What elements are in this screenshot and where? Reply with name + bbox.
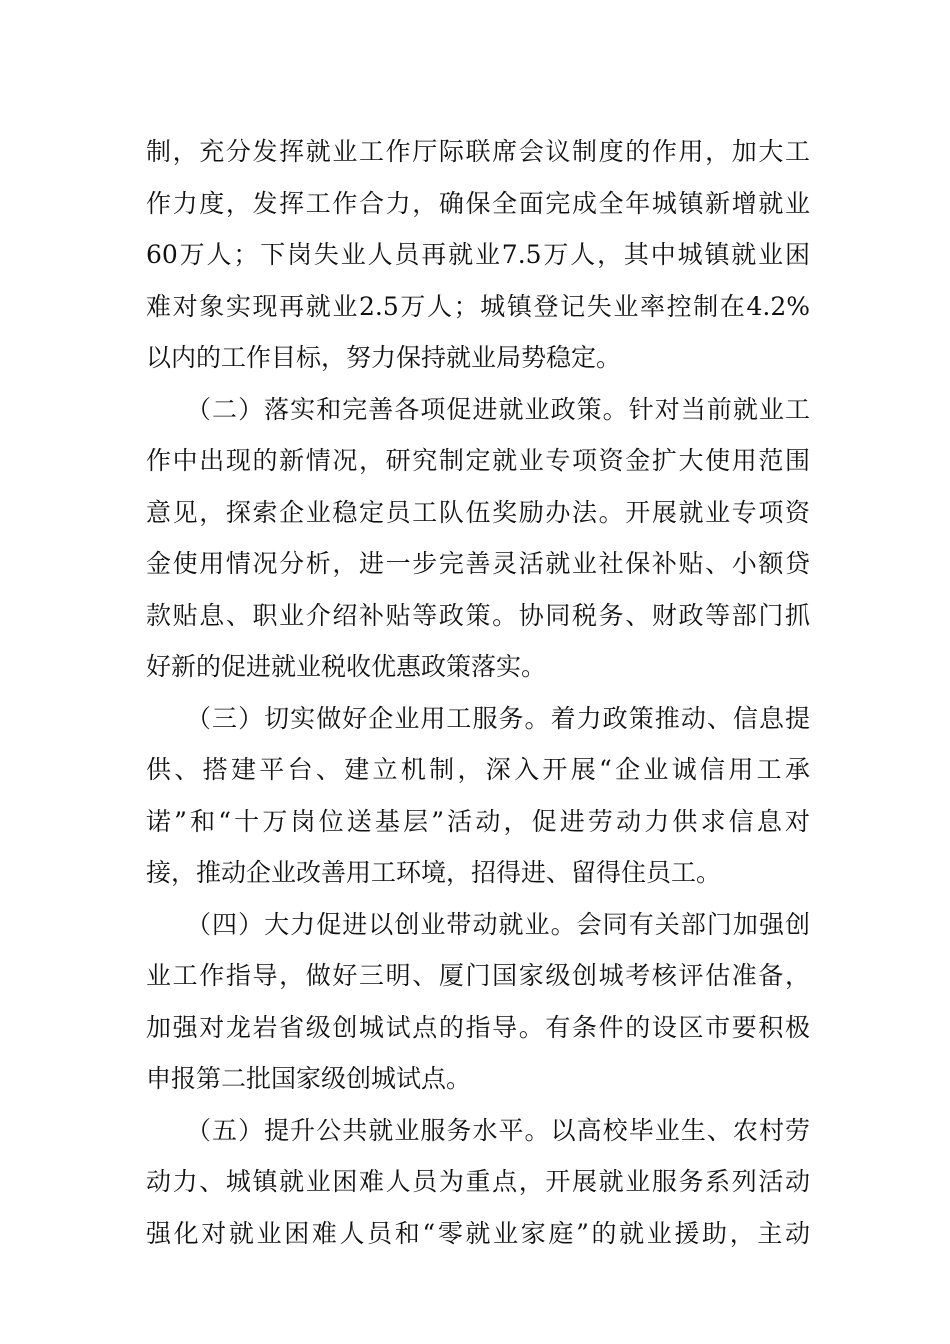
text-line: 款贴息、职业介绍补贴等政策。协同税务、财政等部门抓	[146, 600, 810, 630]
text-line: （三）切实做好企业用工服务。着力政策推动、信息提	[186, 703, 810, 733]
text-line: 业工作指导，做好三明、厦门国家级创城考核评估准备，	[146, 961, 810, 990]
text-line: 动力、城镇就业困难人员为重点，开展就业服务系列活动	[146, 1167, 810, 1196]
text-line: 作中出现的新情况，研究制定就业专项资金扩大使用范围	[146, 446, 810, 475]
text-line: 加强对龙岩省级创城试点的指导。有条件的设区市要积极	[146, 1012, 810, 1042]
text-line: 制，充分发挥就业工作厅际联席会议制度的作用，加大工	[146, 137, 810, 166]
text-line: 供、搭建平台、建立机制，深入开展“企业诚信用工承	[146, 755, 810, 784]
text-line: 作力度，发挥工作合力，确保全面完成全年城镇新增就业	[146, 188, 810, 218]
text-line: 难对象实现再就业2.5万人；城镇登记失业率控制在4.2%	[146, 291, 810, 321]
text-line: （二）落实和完善各项促进就业政策。针对当前就业工	[186, 394, 810, 424]
text-line: 强化对就业困难人员和“零就业家庭”的就业援助，主动	[146, 1218, 810, 1248]
text-line: 60万人；下岗失业人员再就业7.5万人，其中城镇就业困	[146, 240, 810, 269]
text-line: （四）大力促进以创业带动就业。会同有关部门加强创	[186, 909, 810, 939]
text-line: 诺”和“十万岗位送基层”活动，促进劳动力供求信息对	[146, 806, 810, 836]
text-line: （五）提升公共就业服务水平。以高校毕业生、农村劳	[186, 1115, 810, 1145]
text-line: 接，推动企业改善用工环境，招得进、留得住员工。	[146, 858, 722, 887]
text-line: 申报第二批国家级创城试点。	[146, 1064, 472, 1093]
text-line: 以内的工作目标，努力保持就业局势稳定。	[146, 343, 622, 372]
text-line: 金使用情况分析，进一步完善灵活就业社保补贴、小额贷	[146, 549, 810, 578]
document-body	[146, 126, 810, 1259]
text-line: 意见，探索企业稳定员工队伍奖励办法。开展就业专项资	[146, 497, 810, 527]
text-line: 好新的促进就业税收优惠政策落实。	[146, 652, 547, 681]
